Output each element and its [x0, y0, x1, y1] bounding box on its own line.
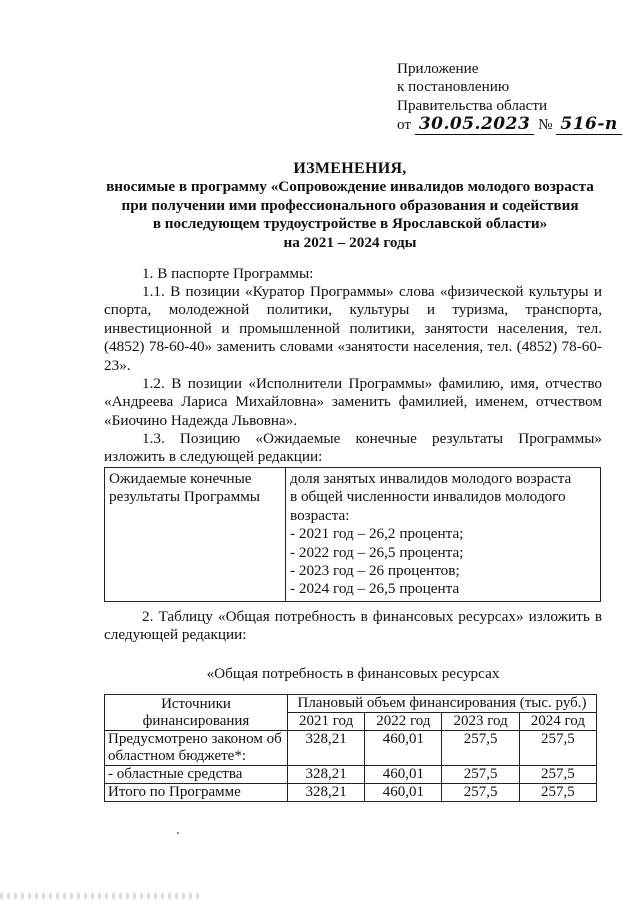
- scan-speck: [177, 832, 179, 834]
- header-year: 2021 год: [288, 713, 365, 731]
- cell-value: 328,21: [288, 731, 365, 766]
- cell-value: 328,21: [288, 766, 365, 784]
- table-header-row: [105, 695, 597, 713]
- cell-value: 257,5: [519, 766, 596, 784]
- number-prefix: №: [538, 116, 553, 134]
- annex-date-line: [397, 114, 618, 135]
- paragraph-2: 2. Таблицу «Общая потребность в финансовых ресурсах» изложить в следующей редакции:: [104, 608, 602, 644]
- results-line: - 2021 год – 26,2 процента;: [290, 525, 464, 543]
- results-table: [104, 467, 601, 602]
- title-line-1: вносимые в программу «Сопровождение инвалидов молодого возраста: [106, 178, 594, 196]
- header-year: 2023 год: [442, 713, 519, 731]
- row-label: Итого по Программе: [105, 784, 288, 802]
- paragraph-1-3: 1.3. Позицию «Ожидаемые конечные результаты Программы» изложить в следующей редакции:: [104, 430, 602, 466]
- handwritten-number: 516-п: [556, 115, 621, 134]
- results-line: в общей численности инвалидов молодого: [290, 488, 566, 506]
- header-year: 2024 год: [519, 713, 596, 731]
- cell-value: 257,5: [519, 731, 596, 766]
- cell-value: 257,5: [442, 784, 519, 802]
- cell-value: 328,21: [288, 784, 365, 802]
- annex-line-2: к постановлению: [397, 78, 510, 96]
- document-title: [100, 160, 600, 252]
- scan-edge-noise: [0, 893, 200, 899]
- cell-value: 460,01: [365, 784, 442, 802]
- results-line: - 2022 год – 26,5 процента;: [290, 543, 464, 561]
- title-heading: ИЗМЕНЕНИЯ,: [293, 160, 407, 177]
- cell-value: 257,5: [519, 784, 596, 802]
- paragraph-1: 1. В паспорте Программы:: [142, 265, 314, 282]
- row-label: - областные средства: [105, 766, 288, 784]
- results-line: возраста:: [290, 506, 350, 524]
- annex-block: [397, 60, 618, 135]
- table-row: [105, 731, 597, 766]
- handwritten-date: 30.05.2023: [415, 115, 534, 134]
- date-prefix: от: [397, 116, 412, 134]
- paragraph-1-2: 1.2. В позиции «Исполнители Программы» фамилию, имя, отчество «Андреева Лариса Михайловна» заменить фамилией, именем, отчеством «Биочино Надежда Львовна».: [104, 375, 602, 429]
- row-label: Предусмотрено законом об областном бюджете*:: [105, 731, 288, 766]
- header-source: Источники финансирования: [105, 695, 288, 731]
- table-caption: «Общая потребность в финансовых ресурсах: [206, 665, 500, 682]
- header-plan: Плановый объем финансирования (тыс. руб.): [288, 695, 597, 713]
- cell-value: 460,01: [365, 731, 442, 766]
- results-line: доля занятых инвалидов молодого возраста: [290, 470, 572, 487]
- annex-line-1: Приложение: [397, 60, 479, 77]
- cell-value: 257,5: [442, 731, 519, 766]
- annex-line-3: Правительства области: [397, 96, 548, 114]
- finance-table: [104, 694, 597, 802]
- results-label-cell: Ожидаемые конечные результаты Программы: [105, 468, 286, 602]
- table-row: [105, 784, 597, 802]
- title-line-4: на 2021 – 2024 годы: [283, 233, 417, 251]
- paragraph-1-1: 1.1. В позиции «Куратор Программы» слова «физической культуры и спорта, молодежной политики, культуры и туризма, транспорта, инвестиционной и промышленной политики, занятости населения, тел. (4852) 78-60-40» заменить словами «занятости населения, тел. (4852) 78-60-23».: [104, 283, 602, 374]
- cell-value: 257,5: [442, 766, 519, 784]
- table-row: [105, 766, 597, 784]
- results-value-cell: [286, 468, 601, 602]
- cell-value: 460,01: [365, 766, 442, 784]
- title-line-2: при получении ими профессионального образования и содействия: [121, 196, 579, 214]
- results-line: - 2024 год – 26,5 процента: [290, 580, 460, 598]
- title-line-3: в последующем трудоустройстве в Ярославской области»: [152, 215, 548, 233]
- header-year: 2022 год: [365, 713, 442, 731]
- results-line: - 2023 год – 26 процентов;: [290, 562, 460, 580]
